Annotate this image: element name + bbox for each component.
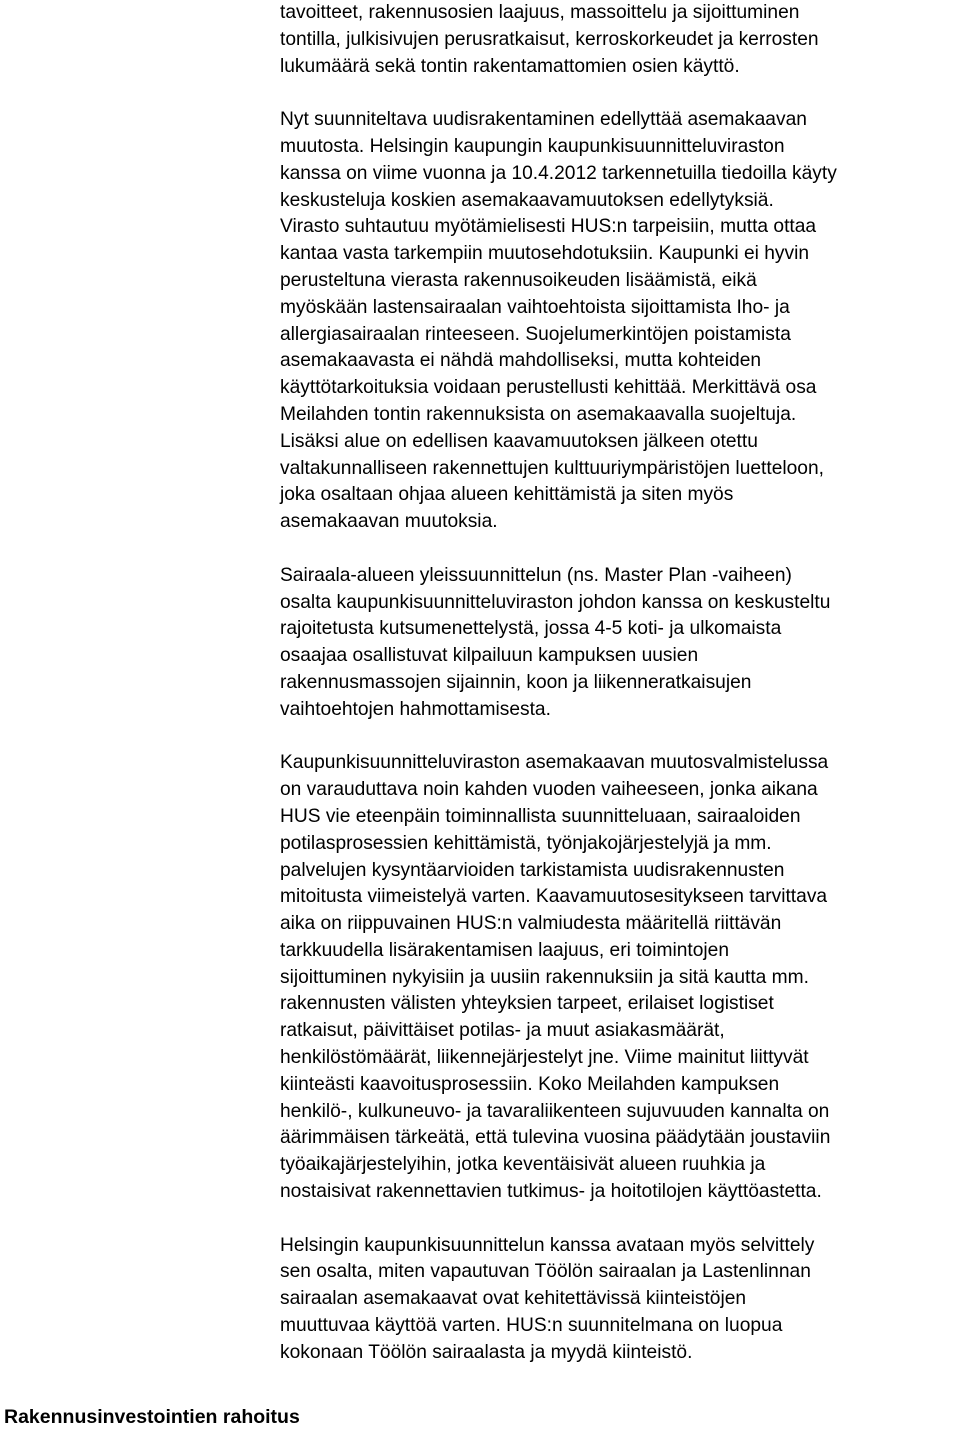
text-line: joka osaltaan ohjaa alueen kehittämistä ja siten myös — [280, 484, 734, 506]
text-line: henkilö-, kulkuneuvo- ja tavaraliikenteen sujuvuuden kannalta on — [280, 1100, 830, 1122]
text-line: muutosta. Helsingin kaupungin kaupunkisuunnitteluviraston — [280, 135, 785, 157]
text-line: äärimmäisen tärkeätä, että tulevina vuosina päädytään joustaviin — [280, 1127, 831, 1149]
text-line: potilasprosessien kehittämistä, työnjakojärjestelyjä ja mm. — [280, 832, 772, 854]
text-line: Sairaala-alueen yleissuunnittelun (ns. Master Plan -vaiheen) — [280, 564, 792, 586]
text-line: osaajaa osallistuvat kilpailuun kampuksen uusien — [280, 645, 699, 667]
text-line: nostaisivat rakennettavien tutkimus- ja hoitotilojen käyttöastetta. — [280, 1181, 822, 1203]
text-line: tontilla, julkisivujen perusratkaisut, kerroskorkeudet ja kerrosten — [280, 28, 819, 50]
text-line: tarkkuudella lisärakentamisen laajuus, eri toimintojen — [280, 939, 730, 961]
text-line: allergiasairaalan rinteeseen. Suojelumerkintöjen poistamista — [280, 323, 791, 345]
text-line: Helsingin kaupunkisuunnittelun kanssa avataan myös selvittely — [280, 1234, 815, 1256]
text-line: rakennusten välisten yhteyksien tarpeet, erilaiset logistiset — [280, 993, 774, 1015]
document-body — [280, 0, 960, 1393]
text-line: Meilahden tontin rakennuksista on asemakaavalla suojeltuja. — [280, 403, 797, 425]
text-line: sijoittuminen nykyisiin ja uusiin rakennuksiin ja sitä kautta mm. — [280, 966, 809, 988]
text-line: perusteltuna vierasta rakennusoikeuden lisäämistä, eikä — [280, 269, 757, 291]
text-line: muuttuvaa käyttöä varten. HUS:n suunnitelmana on luopua — [280, 1315, 783, 1337]
section-heading: Rakennusinvestointien rahoitus — [4, 1406, 300, 1428]
text-line: työaikajärjestelyihin, jotka keventäisivät alueen ruuhkia ja — [280, 1154, 766, 1176]
text-line: rakennusmassojen sijainnin, koon ja liikenneratkaisujen — [280, 671, 752, 693]
paragraph-building-scope — [280, 0, 960, 80]
text-line: osalta kaupunkisuunnitteluviraston johdon kanssa on keskusteltu — [280, 591, 831, 613]
text-line: keskusteluja koskien asemakaavamuutoksen edellytyksiä. — [280, 189, 774, 211]
text-line: valtakunnalliseen rakennettujen kulttuuriympäristöjen luetteloon, — [280, 457, 824, 479]
text-line: HUS vie eteenpäin toiminnallista suunnitteluaan, sairaaloiden — [280, 805, 801, 827]
text-line: rajoitetusta kutsumenettelystä, jossa 4-5 koti- ja ulkomaista — [280, 618, 782, 640]
text-line: Kaupunkisuunnitteluviraston asemakaavan muutosvalmistelussa — [280, 752, 829, 774]
paragraph-toolo-hospital — [280, 1233, 960, 1367]
paragraph-zoning-timeline — [280, 750, 960, 1206]
text-line: kokonaan Töölön sairaalasta ja myydä kiinteistö. — [280, 1341, 693, 1363]
text-line: vaihtoehtojen hahmottamisesta. — [280, 698, 551, 720]
text-line: on varauduttava noin kahden vuoden vaiheeseen, jonka aikana — [280, 779, 818, 801]
text-line: kantaa vasta tarkempiin muutosehdotuksiin. Kaupunki ei hyvin — [280, 243, 810, 265]
text-line: myöskään lastensairaalan vaihtoehtoista sijoittamista Iho- ja — [280, 296, 790, 318]
text-line: asemakaavasta ei nähdä mahdolliseksi, mutta kohteiden — [280, 350, 762, 372]
text-line: tavoitteet, rakennusosien laajuus, massoittelu ja sijoittuminen — [280, 2, 800, 23]
paragraph-zoning-change — [280, 107, 960, 536]
text-line: lukumäärä sekä tontin rakentamattomien osien käyttö. — [280, 55, 740, 77]
text-line: ratkaisut, päivittäiset potilas- ja muut asiakasmäärät, — [280, 1020, 725, 1042]
text-line: Virasto suhtautuu myötämielisesti HUS:n tarpeisiin, mutta ottaa — [280, 216, 817, 238]
text-line: käyttötarkoituksia voidaan perustellusti kehittää. Merkittävä osa — [280, 377, 817, 399]
paragraph-master-plan — [280, 563, 960, 724]
text-line: aika on riippuvainen HUS:n valmiudesta määritellä riittävän — [280, 913, 782, 935]
text-line: mitoitusta viimeistelyä varten. Kaavamuutosesitykseen tarvittava — [280, 886, 828, 908]
text-line: asemakaavan muutoksia. — [280, 511, 498, 533]
text-line: sairaalan asemakaavat ovat kehitettävissä kiinteistöjen — [280, 1288, 747, 1310]
text-line: Lisäksi alue on edellisen kaavamuutoksen jälkeen otettu — [280, 430, 758, 452]
text-line: kiinteästi kaavoitusprosessiin. Koko Meilahden kampuksen — [280, 1073, 780, 1095]
text-line: henkilöstömäärät, liikennejärjestelyt jne. Viime mainitut liittyvät — [280, 1047, 809, 1069]
text-line: palvelujen kysyntäarvioiden tarkistamista uudisrakennusten — [280, 859, 785, 881]
text-line: sen osalta, miten vapautuvan Töölön sairaalan ja Lastenlinnan — [280, 1261, 811, 1283]
text-line: Nyt suunniteltava uudisrakentaminen edellyttää asemakaavan — [280, 109, 807, 131]
text-line: kanssa on viime vuonna ja 10.4.2012 tarkennetuilla tiedoilla käyty — [280, 162, 837, 184]
